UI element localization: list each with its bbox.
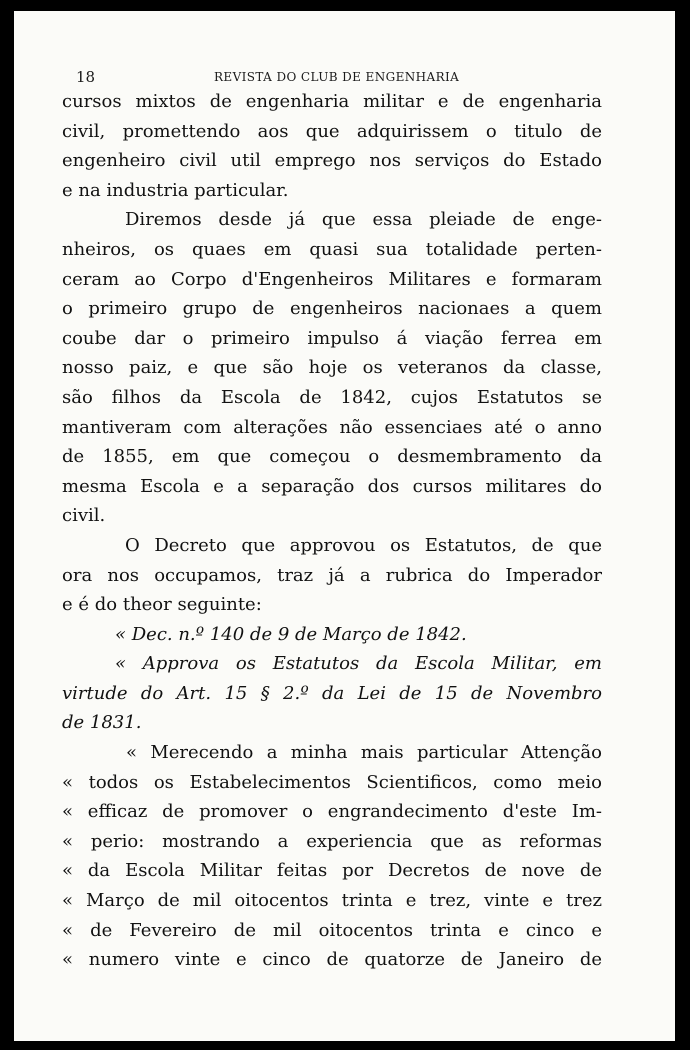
decree-summary-line: « Approva os Estatutos da Escola Militar, em xyxy=(115,653,602,675)
quoted-line: « numero vinte e cinco de quatorze de Janeiro de xyxy=(62,949,602,971)
text-line: civil, promettendo aos que adquirissem o titulo de xyxy=(62,120,602,142)
decree-title-line: « Dec. n.º 140 de 9 de Março de 1842. xyxy=(115,623,467,645)
quoted-line: « Março de mil oitocentos trinta e trez, vinte e trez xyxy=(62,890,602,912)
text-line: o primeiro grupo de engenheiros nacionaes a quem xyxy=(62,298,602,320)
body-text xyxy=(62,87,602,975)
text-line: nosso paiz, e que são hoje os veteranos da classe, xyxy=(62,357,602,379)
text-line: nheiros, os quaes em quasi sua totalidade perten- xyxy=(62,238,602,260)
text-line: O Decreto que approvou os Estatutos, de que xyxy=(125,534,602,556)
text-line: de 1855, em que começou o desmembramento da xyxy=(62,446,602,468)
quoted-line: « Merecendo a minha mais particular Attenção xyxy=(126,742,602,764)
text-line: ora nos occupamos, traz já a rubrica do Imperador xyxy=(62,564,602,586)
text-line: ceram ao Corpo d'Engenheiros Militares e formaram xyxy=(62,268,602,290)
quoted-line: « da Escola Militar feitas por Decretos de nove de xyxy=(62,860,602,882)
quoted-line: « efficaz de promover o engrandecimento d'este Im- xyxy=(62,801,602,823)
text-line: Diremos desde já que essa pleiade de enge- xyxy=(125,209,602,231)
quoted-line: « de Fevereiro de mil oitocentos trinta e cinco e xyxy=(62,919,602,941)
text-line: mesma Escola e a separação dos cursos militares do xyxy=(62,475,602,497)
running-head: REVISTA DO CLUB DE ENGENHARIA xyxy=(214,70,460,84)
decree-summary-line: virtude do Art. 15 § 2.º da Lei de 15 de Novembro xyxy=(62,682,602,704)
text-line: cursos mixtos de engenharia militar e de engenharia xyxy=(62,91,602,112)
text-line: engenheiro civil util emprego nos serviços do Estado xyxy=(62,150,602,172)
text-line: e é do theor seguinte: xyxy=(62,594,262,616)
text-line: são filhos da Escola de 1842, cujos Estatutos se xyxy=(62,386,602,408)
text-line: mantiveram com alterações não essenciaes até o anno xyxy=(62,416,602,438)
text-line: e na industria particular. xyxy=(62,179,289,201)
text-line: coube dar o primeiro impulso á viação ferrea em xyxy=(62,327,602,349)
quoted-line: « todos os Estabelecimentos Scientificos, como meio xyxy=(62,771,602,793)
page-number: 18 xyxy=(76,68,96,86)
quoted-line: « perio: mostrando a experiencia que as reformas xyxy=(62,830,602,852)
decree-summary-line: de 1831. xyxy=(62,712,142,734)
text-line: civil. xyxy=(62,505,106,527)
